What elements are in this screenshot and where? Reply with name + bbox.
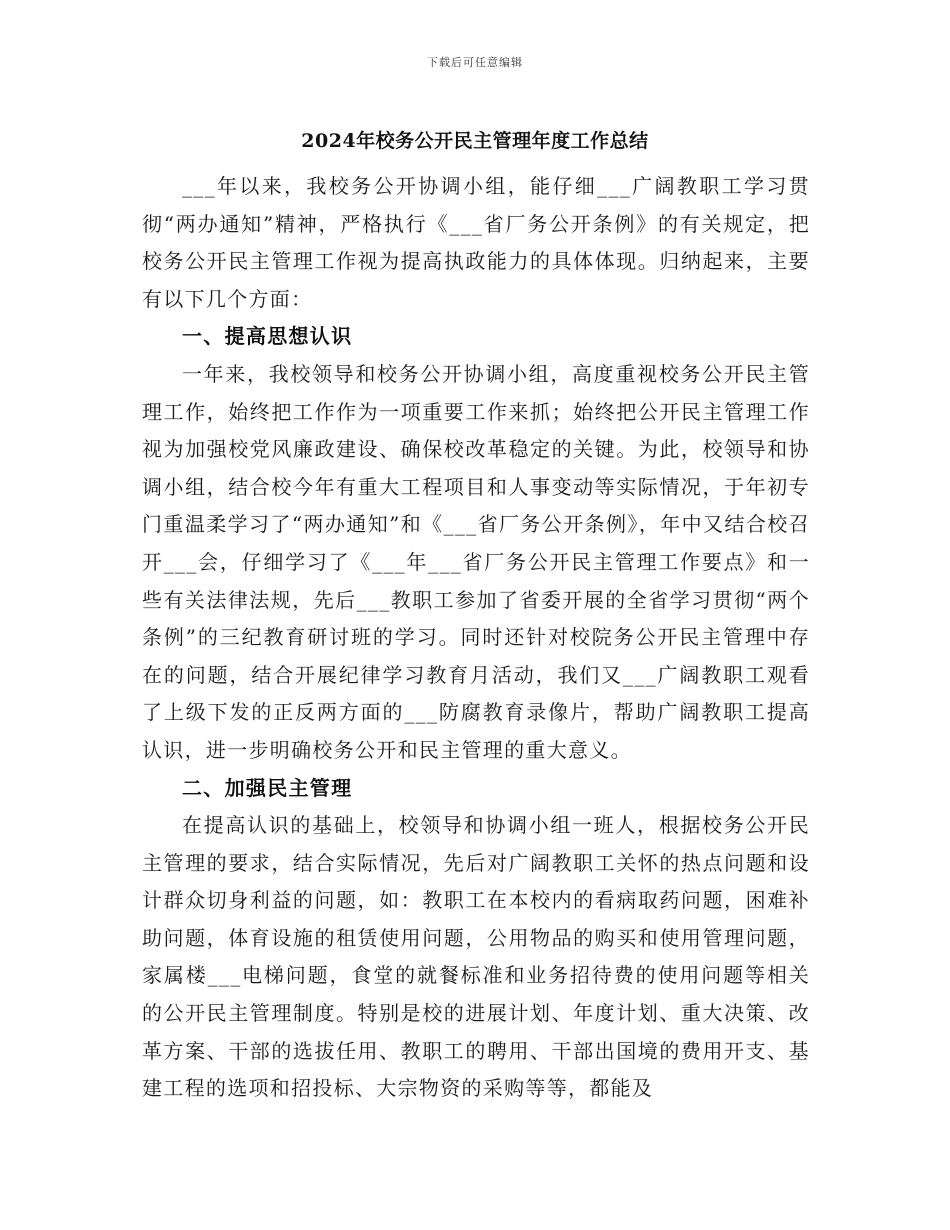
section-2-heading: 二、加强民主管理 bbox=[182, 775, 353, 800]
document-title: 2024年校务公开民主管理年度工作总结 bbox=[301, 130, 649, 152]
intro-paragraph: ___年以来，我校务公开协调小组，能仔细___广阔教职工学习贯彻“两办通知”精神，严格执行《___省厂务公开条例》的有关规定，把校务公开民主管理工作视为提高执政能力的具体体现。归纳起来，主要有以下几个方面： bbox=[142, 174, 810, 311]
header-note: 下载后可任意编辑 bbox=[427, 56, 523, 69]
document-body bbox=[142, 168, 810, 1108]
section-2-paragraph: 在提高认识的基础上，校领导和协调小组一班人，根据校务公开民主管理的要求，结合实际情况，先后对广阔教职工关怀的热点问题和设计群众切身利益的问题，如：教职工在本校内的看病取药问题，困难补助问题，体育设施的租赁使用问题，公用物品的购买和使用管理问题，家属楼___电梯问题，食堂的就餐标准和业务招待费的使用问题等相关的公开民主管理制度。特别是校的进展计划、年度计划、重大决策、改革方案、干部的选拔任用、教职工的聘用、干部出国境的费用开支、基建工程的选项和招投标、大宗物资的采购等等，都能及 bbox=[142, 813, 810, 1101]
section-1-paragraph: 一年来，我校领导和校务公开协调小组，高度重视校务公开民主管理工作，始终把工作作为一项重要工作来抓；始终把公开民主管理工作视为加强校党风廉政建设、确保校改革稳定的关键。为此，校领导和协调小组，结合校今年有重大工程项目和人事变动等实际情况，于年初专门重温柔学习了“两办通知”和《___省厂务公开条例》，年中又结合校召开___会，仔细学习了《___年___省厂务公开民主管理工作要点》和一些有关法律法规，先后___教职工参加了省委开展的全省学习贯彻“两个条例”的三纪教育研讨班的学习。同时还针对校院务公开民主管理中存在的问题，结合开展纪律学习教育月活动，我们又___广阔教职工观看了上级下发的正反两方面的___防腐教育录像片，帮助广阔教职工提高认识，进一步明确校务公开和民主管理的重大意义。 bbox=[142, 361, 810, 762]
section-1-heading: 一、提高思想认识 bbox=[182, 324, 353, 349]
